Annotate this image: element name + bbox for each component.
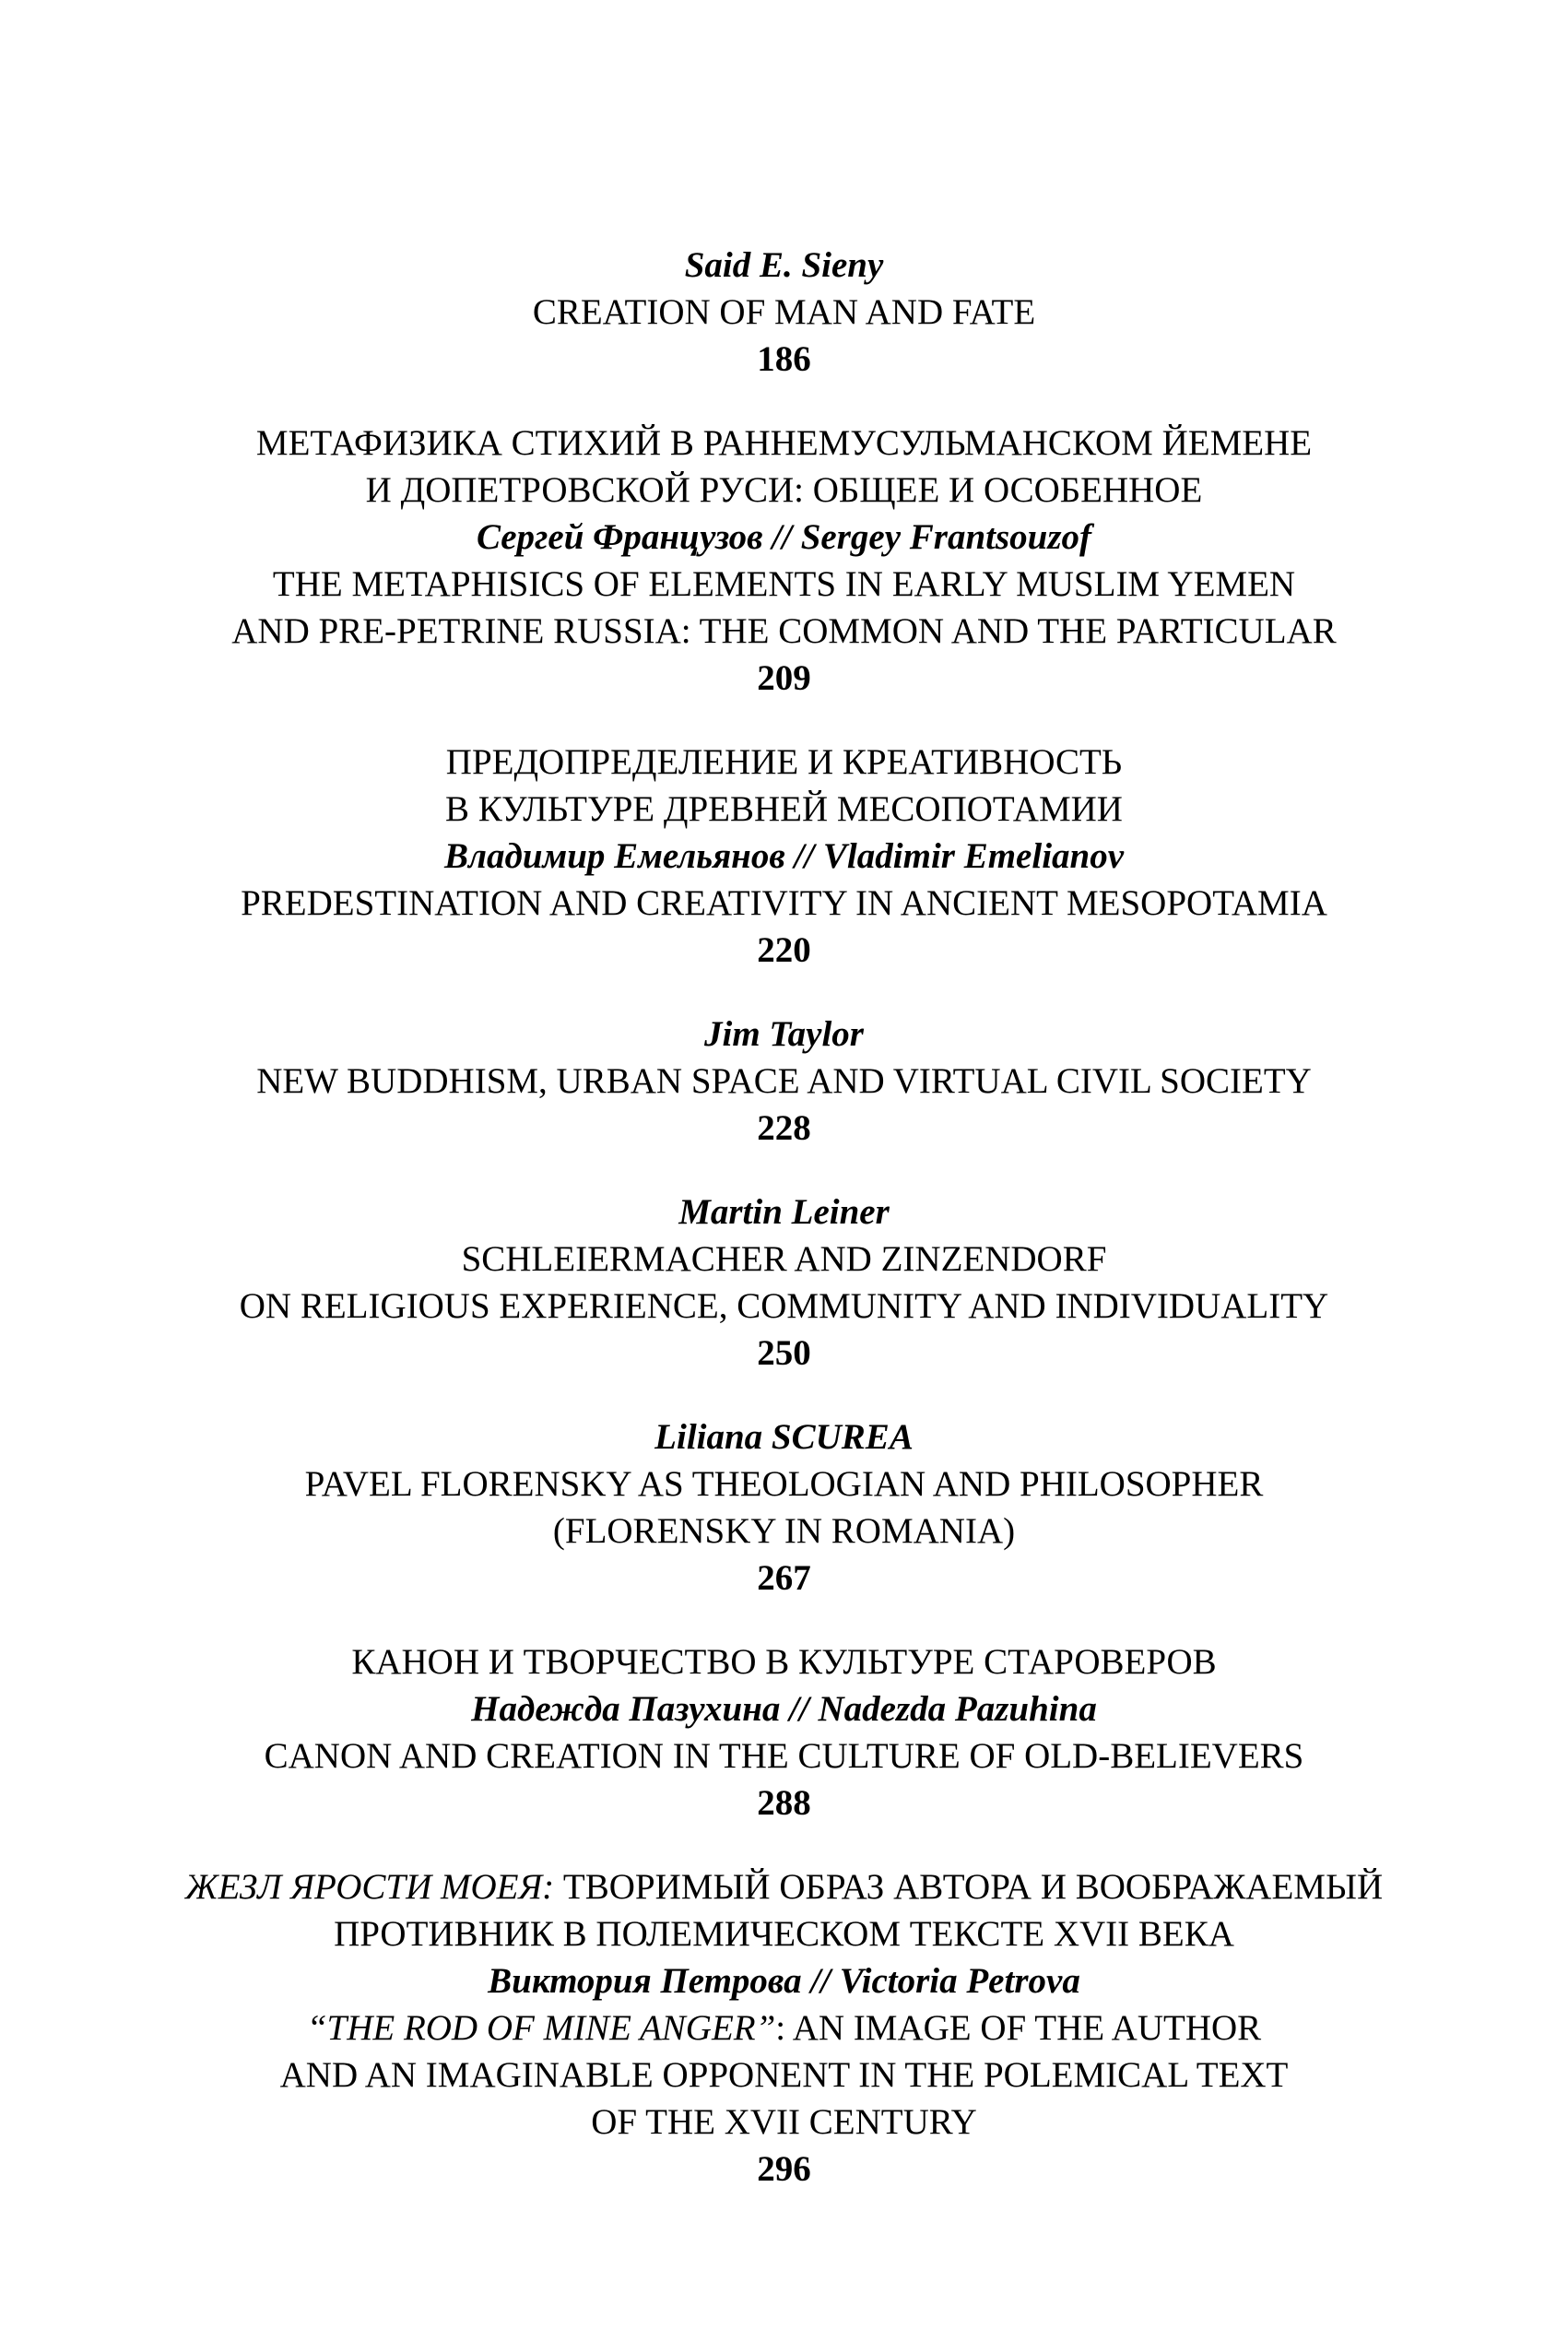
entry-title-ru-italic: ЖЕЗЛ ЯРОСТИ МОЕЯ:	[184, 1867, 555, 1907]
entry-author: Jim Taylor	[704, 1014, 864, 1054]
entry-title-en: CREATION OF MAN AND FATE	[532, 292, 1036, 332]
toc-entry	[0, 1638, 1568, 1827]
entry-page-number: 267	[757, 1558, 811, 1598]
entry-title-en: SCHLEIERMACHER AND ZINZENDORF	[461, 1239, 1107, 1279]
entry-title-ru: И ДОПЕТРОВСКОЙ РУСИ: ОБЩЕЕ И ОСОБЕННОЕ	[365, 470, 1203, 510]
entry-author: Надежда Пазухина // Nadezda Pazuhina	[471, 1689, 1097, 1729]
entry-title-en	[0, 2004, 1568, 2051]
entry-title-ru: ПРОТИВНИК В ПОЛЕМИЧЕСКОМ ТЕКСТЕ XVII ВЕКА	[334, 1914, 1234, 1954]
toc-entry	[0, 739, 1568, 974]
entry-title-en: PREDESTINATION AND CREATIVITY IN ANCIENT MESOPOTAMIA	[241, 883, 1327, 923]
toc-entry	[0, 1863, 1568, 2193]
toc-entry	[0, 1188, 1568, 1377]
entry-page-number: 209	[757, 658, 811, 698]
toc-entry	[0, 242, 1568, 383]
entry-page-number: 186	[757, 339, 811, 379]
entry-title-en: AND PRE-PETRINE RUSSIA: THE COMMON AND THE PARTICULAR	[231, 611, 1337, 651]
entry-page-number: 288	[757, 1783, 811, 1823]
entry-title-ru	[0, 1863, 1568, 1910]
toc-entry	[0, 1011, 1568, 1152]
entry-title-en: ON RELIGIOUS EXPERIENCE, COMMUNITY AND INDIVIDUALITY	[239, 1286, 1329, 1326]
entry-title-en: THE METAPHISICS OF ELEMENTS IN EARLY MUSLIM YEMEN	[272, 564, 1296, 604]
entry-title-en: PAVEL FLORENSKY AS THEOLOGIAN AND PHILOSOPHER	[304, 1464, 1264, 1504]
entry-title-ru: В КУЛЬТУРЕ ДРЕВНЕЙ МЕСОПОТАМИИ	[445, 789, 1123, 829]
entry-page-number: 228	[757, 1108, 811, 1148]
entry-author: Martin Leiner	[678, 1192, 890, 1232]
entry-title-en: NEW BUDDHISM, URBAN SPACE AND VIRTUAL CIVIL SOCIETY	[256, 1061, 1312, 1101]
entry-author: Виктория Петрова // Victoria Petrova	[488, 1961, 1080, 2001]
toc-entry	[0, 420, 1568, 702]
entry-title-en: (FLORENSKY IN ROMANIA)	[552, 1511, 1016, 1551]
entry-title-ru-rest: ТВОРИМЫЙ ОБРАЗ АВТОРА И ВООБРАЖАЕМЫЙ	[554, 1867, 1384, 1907]
entry-page-number: 296	[757, 2149, 811, 2189]
entry-title-en-rest: : AN IMAGE OF THE AUTHOR	[775, 2008, 1262, 2048]
entry-title-ru: КАНОН И ТВОРЧЕСТВО В КУЛЬТУРЕ СТАРОВЕРОВ	[351, 1642, 1217, 1682]
entry-title-en-italic: “THE ROD OF MINE ANGER”	[306, 2008, 776, 2048]
entry-title-ru: ПРЕДОПРЕДЕЛЕНИЕ И КРЕАТИВНОСТЬ	[445, 742, 1123, 782]
entry-page-number: 220	[757, 930, 811, 970]
entry-author: Liliana SCUREA	[654, 1417, 914, 1457]
entry-title-en: OF THE XVII CENTURY	[591, 2102, 977, 2142]
entry-author: Сергей Французов // Sergey Frantsouzof	[476, 517, 1092, 557]
entry-title-en: CANON AND CREATION IN THE CULTURE OF OLD-BELIEVERS	[264, 1736, 1304, 1776]
entry-title-en: AND AN IMAGINABLE OPPONENT IN THE POLEMICAL TEXT	[279, 2055, 1289, 2095]
entry-page-number: 250	[757, 1333, 811, 1373]
toc-entry	[0, 1413, 1568, 1602]
entry-author: Владимир Емельянов // Vladimir Emelianov	[443, 836, 1125, 876]
entry-title-ru: МЕТАФИЗИКА СТИХИЙ В РАННЕМУСУЛЬМАНСКОМ ЙЕМЕНЕ	[255, 423, 1313, 463]
entry-author: Said E. Sieny	[684, 245, 884, 285]
